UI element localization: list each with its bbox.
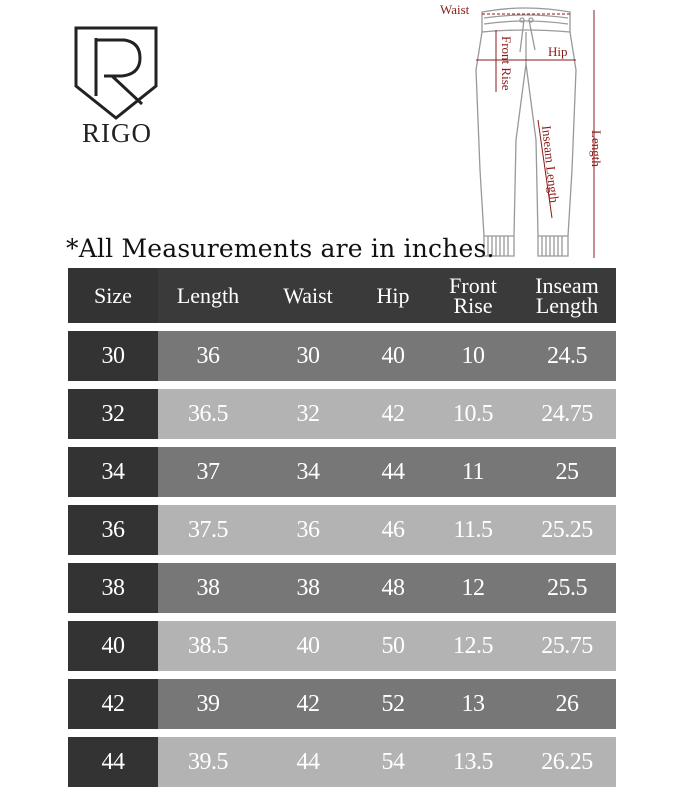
diagram-label-front-rise: Front Rise (499, 36, 514, 91)
cell-front-rise: 10.5 (428, 389, 518, 439)
cell-waist: 32 (258, 389, 358, 439)
cell-size: 44 (68, 737, 158, 787)
diagram-label-inseam: Inseam Length (539, 124, 563, 204)
cell-waist: 38 (258, 563, 358, 613)
table-row (68, 447, 616, 497)
cell-front-rise: 11 (428, 447, 518, 497)
cell-waist: 40 (258, 621, 358, 671)
cell-size: 34 (68, 447, 158, 497)
cell-hip: 48 (358, 563, 428, 613)
cell-hip: 46 (358, 505, 428, 555)
cell-front-rise: 13 (428, 679, 518, 729)
header-front-rise: Front Rise (449, 272, 497, 318)
header-size: Size (68, 268, 158, 323)
cell-size: 36 (68, 505, 158, 555)
cell-front-rise: 12.5 (428, 621, 518, 671)
cell-inseam: 24.75 (518, 389, 616, 439)
size-chart-table (68, 268, 616, 787)
cell-inseam: 25.75 (518, 621, 616, 671)
table-row (68, 331, 616, 381)
cell-front-rise: 12 (428, 563, 518, 613)
table-row (68, 563, 616, 613)
cell-inseam: 25.25 (518, 505, 616, 555)
cell-hip: 44 (358, 447, 428, 497)
cell-hip: 42 (358, 389, 428, 439)
cell-length: 37.5 (158, 505, 258, 555)
cell-length: 36 (158, 331, 258, 381)
cell-size: 38 (68, 563, 158, 613)
cell-size: 42 (68, 679, 158, 729)
cell-inseam: 26.25 (518, 737, 616, 787)
diagram-label-waist: Waist (440, 2, 470, 17)
diagram-label-hip: Hip (548, 44, 568, 59)
rigo-shield-icon (70, 24, 162, 124)
table-row (68, 737, 616, 787)
cell-length: 37 (158, 447, 258, 497)
cell-inseam: 24.5 (518, 331, 616, 381)
cell-front-rise: 11.5 (428, 505, 518, 555)
table-row (68, 679, 616, 729)
header-inseam-length: Inseam Length (535, 272, 599, 318)
cell-waist: 42 (258, 679, 358, 729)
header-length: Length (176, 282, 240, 308)
cell-waist: 34 (258, 447, 358, 497)
measurement-note: *All Measurements are in inches. (66, 234, 495, 263)
table-header (68, 268, 616, 323)
cell-length: 39 (158, 679, 258, 729)
table-row (68, 389, 616, 439)
cell-waist: 44 (258, 737, 358, 787)
cell-inseam: 26 (518, 679, 616, 729)
header-hip: Hip (376, 282, 410, 308)
cell-inseam: 25 (518, 447, 616, 497)
cell-length: 36.5 (158, 389, 258, 439)
cell-front-rise: 13.5 (428, 737, 518, 787)
cell-length: 39.5 (158, 737, 258, 787)
header-waist: Waist (283, 282, 333, 308)
cell-waist: 36 (258, 505, 358, 555)
pants-measurement-diagram (432, 0, 612, 270)
cell-hip: 52 (358, 679, 428, 729)
cell-size: 30 (68, 331, 158, 381)
cell-length: 38 (158, 563, 258, 613)
cell-hip: 54 (358, 737, 428, 787)
cell-hip: 50 (358, 621, 428, 671)
cell-inseam: 25.5 (518, 563, 616, 613)
cell-hip: 40 (358, 331, 428, 381)
brand-name: RIGO (82, 118, 152, 148)
cell-front-rise: 10 (428, 331, 518, 381)
table-row (68, 621, 616, 671)
table-row (68, 505, 616, 555)
cell-size: 40 (68, 621, 158, 671)
cell-length: 38.5 (158, 621, 258, 671)
diagram-label-length: Length (589, 130, 604, 167)
cell-waist: 30 (258, 331, 358, 381)
cell-size: 32 (68, 389, 158, 439)
